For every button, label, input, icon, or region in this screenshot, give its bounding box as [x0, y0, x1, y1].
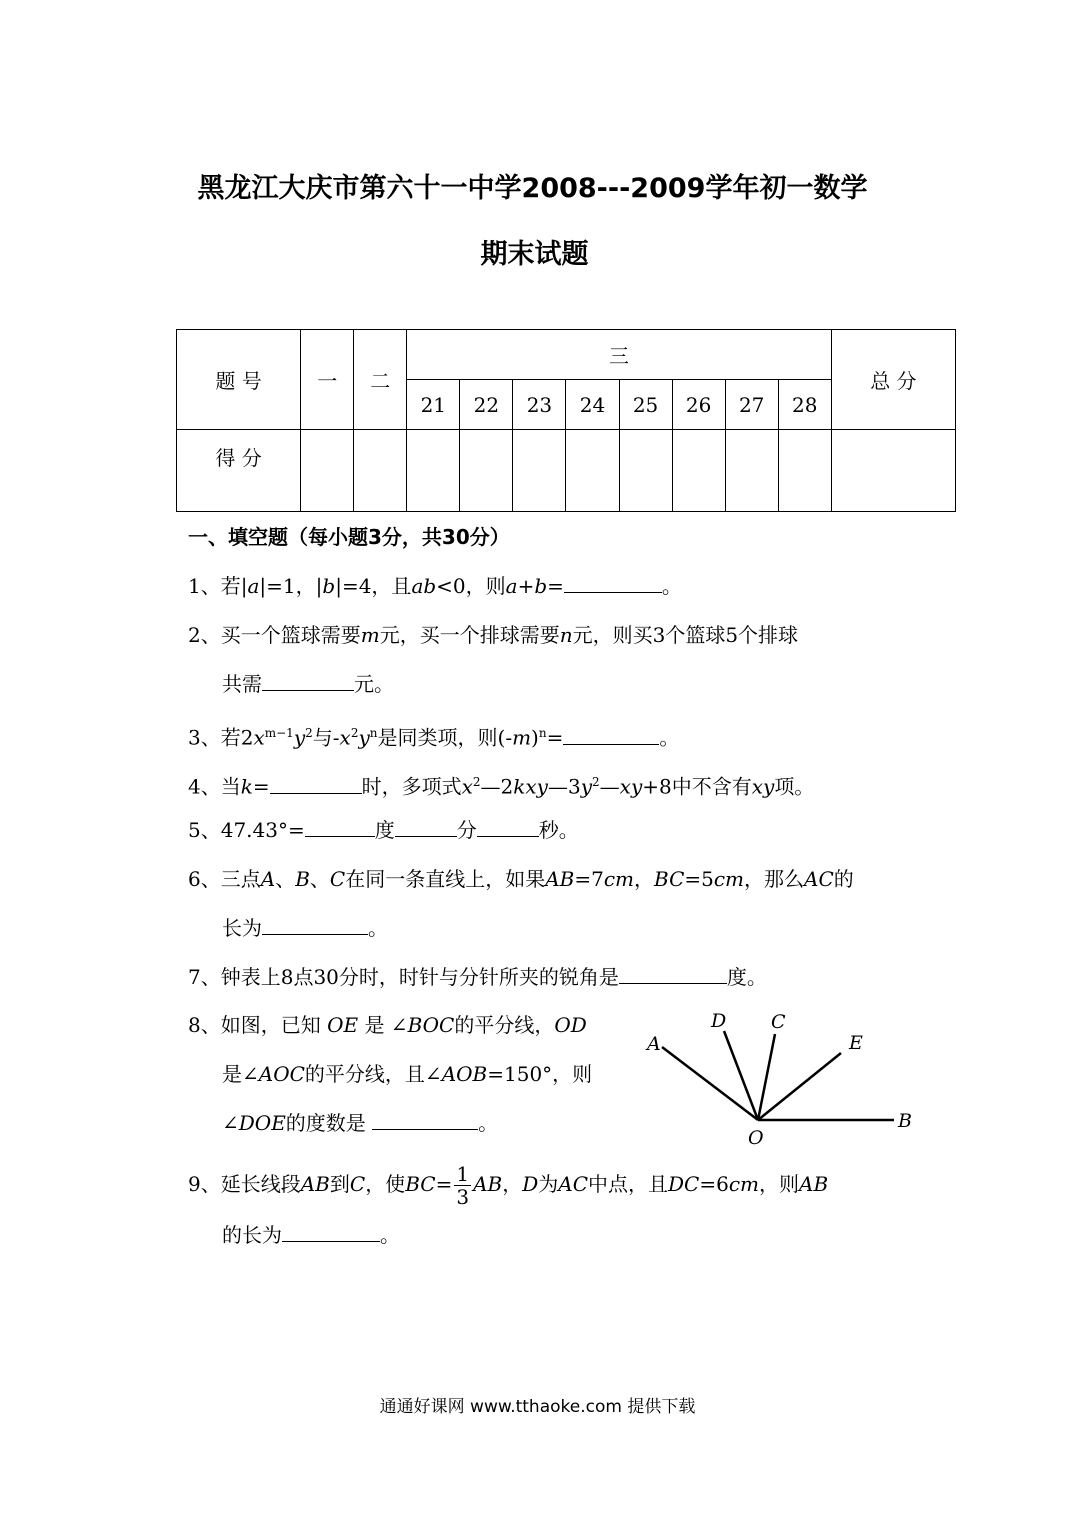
question-21-header: 21 — [407, 380, 460, 430]
answer-blank[interactable] — [564, 574, 662, 593]
question-3: 3、若$2x^{m-1}y^2$与$-x^2y^n$是同类项，则$(-m)^n=$ 。 — [188, 725, 680, 750]
question-6-line-2: 长为 。 — [222, 916, 388, 940]
answer-blank[interactable] — [270, 775, 362, 794]
total-score-header: 总 分 — [831, 330, 955, 430]
score-cell[interactable] — [301, 430, 354, 512]
section-1-header: 一 — [301, 330, 354, 430]
answer-blank[interactable] — [619, 965, 727, 984]
question-4: 4、当k= 时，多项式$x^2—2kxy—3y^2—xy+8$中不含有xy项。 — [188, 774, 815, 799]
score-table — [176, 329, 956, 512]
score-cell[interactable] — [354, 430, 407, 512]
section-2-header: 二 — [354, 330, 407, 430]
question-5: 5、47.43°= 度 分 秒。 — [188, 818, 579, 842]
question-26-header: 26 — [672, 380, 725, 430]
question-24-header: 24 — [566, 380, 619, 430]
question-25-header: 25 — [619, 380, 672, 430]
question-1: 1、若|a|=1，|b|=4，且ab<0，则a+b= 。 — [188, 574, 682, 598]
question-2-line-2: 共需 元。 — [222, 672, 394, 696]
question-9: 9、延长线段AB到C，使BC= $\frac{1}{3}$ AB，D为AC中点，且DC=6cm，则AB — [188, 1162, 829, 1209]
score-cell[interactable] — [672, 430, 725, 512]
score-cell[interactable] — [407, 430, 460, 512]
score-cell[interactable] — [566, 430, 619, 512]
score-cell[interactable] — [619, 430, 672, 512]
answer-blank[interactable] — [262, 672, 354, 691]
question-9-line-2: 的长为 。 — [222, 1223, 400, 1247]
question-28-header: 28 — [778, 380, 831, 430]
score-cell[interactable] — [831, 430, 955, 512]
score-cell[interactable] — [513, 430, 566, 512]
question-8-line-2: 是∠AOC的平分线，且∠AOB=150°，则 — [222, 1062, 593, 1086]
footer-download-note: 通通好课网 www.tthaoke.com 提供下载 — [379, 1397, 696, 1417]
degree-blank[interactable] — [305, 818, 375, 837]
label-A: A — [647, 1033, 661, 1055]
answer-blank[interactable] — [563, 726, 659, 745]
label-O: O — [748, 1127, 764, 1149]
question-22-header: 22 — [460, 380, 513, 430]
label-E: E — [849, 1032, 863, 1054]
minute-blank[interactable] — [395, 818, 457, 837]
score-cell[interactable] — [725, 430, 778, 512]
question-2: 2、买一个篮球需要m元，买一个排球需要n元，则买3个篮球5个排球 — [188, 623, 799, 647]
question-23-header: 23 — [513, 380, 566, 430]
score-cell[interactable] — [778, 430, 831, 512]
label-C: C — [771, 1011, 786, 1033]
angle-figure — [640, 1005, 930, 1155]
label-B: B — [898, 1110, 912, 1132]
question-number-label: 题 号 — [177, 330, 301, 430]
section-3-header: 三 — [407, 330, 832, 380]
section-1-heading: 一、填空题（每小题3分，共30分） — [188, 525, 510, 549]
question-6: 6、三点A、B、C在同一条直线上，如果AB=7cm，BC=5cm，那么AC的 — [188, 867, 854, 891]
label-D: D — [711, 1010, 727, 1032]
score-label: 得 分 — [177, 430, 301, 512]
question-7: 7、钟表上8点30分时，时针与分针所夹的锐角是 度。 — [188, 965, 767, 989]
answer-blank[interactable] — [262, 916, 368, 935]
answer-blank[interactable] — [282, 1223, 380, 1242]
question-8-line-3: ∠DOE的度数是 。 — [222, 1111, 499, 1135]
question-27-header: 27 — [725, 380, 778, 430]
answer-blank[interactable] — [372, 1111, 478, 1130]
exam-subtitle: 期末试题 — [480, 239, 589, 270]
fraction-one-third: $\frac{1}{3}$ — [456, 1162, 470, 1209]
score-cell[interactable] — [460, 430, 513, 512]
second-blank[interactable] — [477, 818, 539, 837]
question-8: 8、如图，已知 OE 是 ∠BOC的平分线，OD — [188, 1013, 587, 1037]
exam-title: 黑龙江大庆市第六十一中学2008---2009学年初一数学 — [197, 173, 868, 204]
